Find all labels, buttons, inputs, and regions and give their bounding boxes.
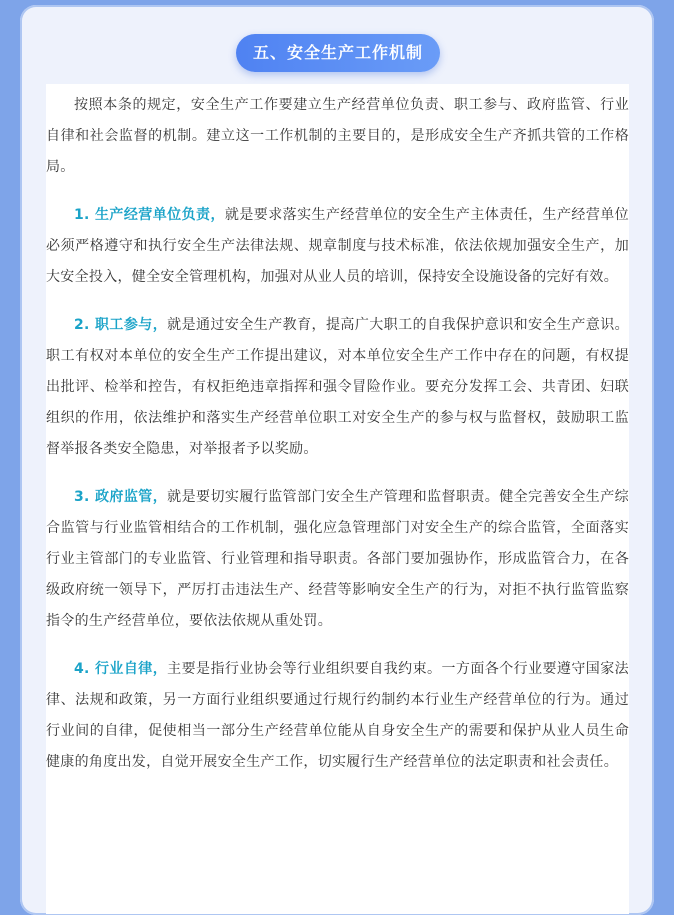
paragraph-government-supervision [46,482,629,637]
paragraph-worker-participation [46,310,629,465]
paragraph-industry-self-discipline [46,654,629,778]
paragraph-unit-responsibility [46,200,629,293]
text-card [46,84,629,914]
paragraph-text: 就是通过安全生产教育，提高广大职工的自我保护意识和安全生产意识。职工有权对本单位的安全生产工作提出建议，对本单位安全生产工作中存在的问题，有权提出批评、检举和控告，有权拒绝违章指挥和强令冒险作业。要充分发挥工会、共青团、妇联组织的作用，依法维护和落实生产经营单位职工对安全生产的参与权与监督权，鼓励职工监督举报各类安全隐患，对举报者予以奖励。 [46,317,629,457]
paragraph-lead: 3. 政府监管， [74,489,168,505]
paragraph-text: 主要是指行业协会等行业组织要自我约束。一方面各个行业要遵守国家法律、法规和政策，另一方面行业组织要通过行规行约制约本行业生产经营单位的行为。通过行业间的自律，促使相当一部分生产经营单位能从自身安全生产的需要和保护从业人员生命健康的角度出发，自觉开展安全生产工作，切实履行生产经营单位的法定职责和社会责任。 [46,661,629,770]
paragraph-text: 按照本条的规定，安全生产工作要建立生产经营单位负责、职工参与、政府监管、行业自律和社会监督的机制。建立这一工作机制的主要目的，是形成安全生产齐抓共管的工作格局。 [46,97,629,175]
paragraph-text: 就是要求落实生产经营单位的安全生产主体责任，生产经营单位必须严格遵守和执行安全生产法律法规、规章制度与技术标准，依法依规加强安全生产，加大安全投入，健全安全管理机构，加强对从业人员的培训，保持安全设施设备的完好有效。 [46,207,629,285]
paragraph-intro [46,90,629,183]
paragraph-lead: 2. 职工参与， [74,317,168,333]
paragraph-text: 就是要切实履行监管部门安全生产管理和监督职责。健全完善安全生产综合监管与行业监管相结合的工作机制，强化应急管理部门对安全生产的综合监管，全面落实行业主管部门的专业监管、行业管理和指导职责。各部门要加强协作，形成监管合力，在各级政府统一领导下，严厉打击违法生产、经营等影响安全生产的行为，对拒不执行监管监察指令的生产经营单位，要依法依规从重处罚。 [46,489,629,629]
article-body [46,90,629,795]
section-title: 五、安全生产工作机制 [236,34,440,72]
paragraph-lead: 4. 行业自律， [74,661,168,677]
paragraph-lead: 1. 生产经营单位负责， [74,207,225,223]
